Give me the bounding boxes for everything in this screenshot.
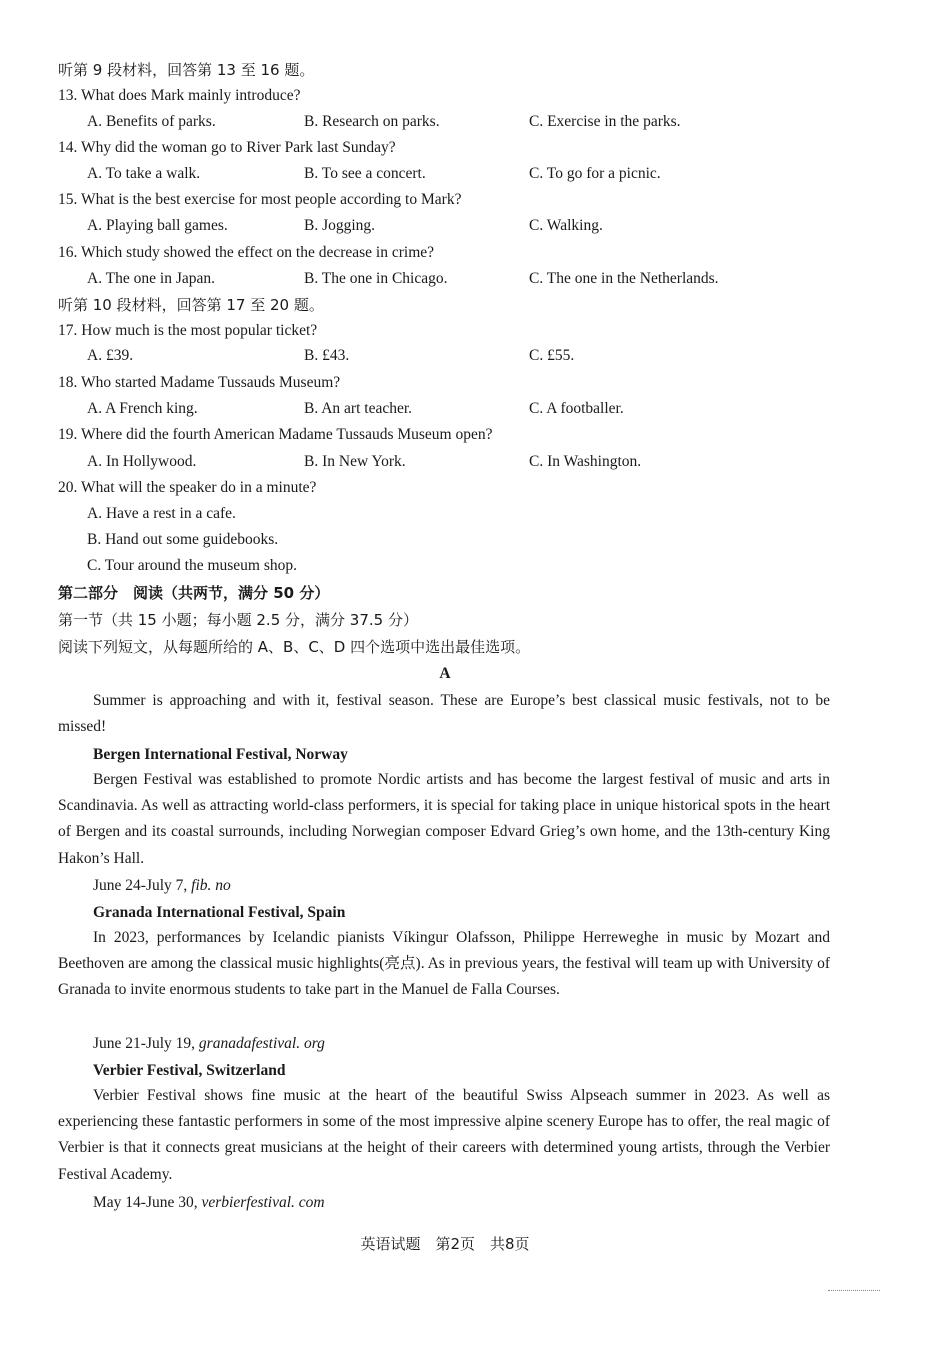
section9-intro: 听第 9 段材料，回答第 13 至 16 题。 (58, 61, 315, 79)
q19-option-b: B. In New York. (304, 453, 406, 470)
q19-option-a: A. In Hollywood. (87, 453, 197, 470)
festival-2-title: Granada International Festival, Spain (93, 904, 346, 921)
festival-3-date-range: May 14-June 30, (93, 1194, 202, 1211)
q17-option-b: B. £43. (304, 347, 350, 364)
festival-1-date-range: June 24-July 7, (93, 877, 192, 894)
festival-2-website: granadafestival. org (198, 1035, 325, 1052)
q13-stem: 13. What does Mark mainly introduce? (58, 87, 301, 104)
festival-2-date-range: June 21-July 19, (93, 1035, 199, 1052)
q17-option-c: C. £55. (529, 347, 575, 364)
section10-intro: 听第 10 段材料，回答第 17 至 20 题。 (58, 296, 324, 314)
festival-1-website: fib. no (191, 877, 231, 894)
q13-option-c: C. Exercise in the parks. (529, 113, 681, 130)
festival-2-body: In 2023, performances by Icelandic pianists Víkingur Olafsson, Philippe Herreweghe in music by Mozart and Beethoven are among the classical music highlights(亮点). As in previous years, the festival will team up with University of Granada to invite enormous students to take part in the Manuel de Falla Courses. (58, 929, 830, 999)
q13-option-a: A. Benefits of parks. (87, 113, 216, 130)
q14-stem: 14. Why did the woman go to River Park last Sunday? (58, 139, 396, 156)
q19-stem: 19. Where did the fourth American Madame Tussauds Museum open? (58, 426, 493, 443)
q17-stem: 17. How much is the most popular ticket? (58, 322, 318, 339)
q18-option-a: A. A French king. (87, 400, 198, 417)
q14-option-b: B. To see a concert. (304, 165, 426, 182)
q16-stem: 16. Which study showed the effect on the decrease in crime? (58, 244, 435, 261)
q20-option-b: B. Hand out some guidebooks. (87, 531, 279, 548)
q16-option-a: A. The one in Japan. (87, 270, 215, 287)
passage-label: A (439, 665, 451, 682)
q15-option-b: B. Jogging. (304, 217, 376, 234)
q16-option-b: B. The one in Chicago. (304, 270, 448, 287)
corner-mark (828, 1290, 880, 1297)
q18-stem: 18. Who started Madame Tussauds Museum? (58, 374, 341, 391)
q15-stem: 15. What is the best exercise for most people according to Mark? (58, 191, 462, 208)
q20-stem: 20. What will the speaker do in a minute? (58, 479, 317, 496)
part2-title: 第二部分 阅读（共两节，满分 50 分） (58, 584, 330, 602)
q20-option-c: C. Tour around the museum shop. (87, 557, 298, 574)
q19-option-c: C. In Washington. (529, 453, 642, 470)
passage-intro: Summer is approaching and with it, festival season. These are Europe’s best classical music festivals, not to be missed! (58, 692, 830, 736)
q15-option-c: C. Walking. (529, 217, 603, 234)
festival-3-dates (93, 1193, 325, 1213)
q17-option-a: A. £39. (87, 347, 134, 364)
festival-1-dates (93, 876, 231, 896)
q13-option-b: B. Research on parks. (304, 113, 440, 130)
festival-2-dates (93, 1034, 325, 1054)
q20-option-a: A. Have a rest in a cafe. (87, 505, 236, 522)
reading-instruction: 阅读下列短文，从每题所给的 A、B、C、D 四个选项中选出最佳选项。 (58, 638, 531, 656)
page-footer: 英语试题 第2页 共8页 (360, 1235, 530, 1253)
q16-option-c: C. The one in the Netherlands. (529, 270, 719, 287)
section1-title: 第一节（共 15 小题；每小题 2.5 分，满分 37.5 分） (58, 611, 418, 629)
q15-option-a: A. Playing ball games. (87, 217, 228, 234)
q14-option-c: C. To go for a picnic. (529, 165, 661, 182)
festival-3-body: Verbier Festival shows fine music at the heart of the beautiful Swiss Alpseach summer in 2023. As well as experiencing these fantastic performers in some of the most impressive alpine scenery Europe has to offer, the real magic of Verbier is that it connects great musicians at the height of their careers with determined young artists, through the Verbier Festival Academy. (58, 1087, 830, 1183)
festival-3-title: Verbier Festival, Switzerland (93, 1062, 286, 1079)
festival-1-title: Bergen International Festival, Norway (93, 746, 348, 763)
q18-option-b: B. An art teacher. (304, 400, 413, 417)
festival-3-website: verbierfestival. com (201, 1194, 325, 1211)
q14-option-a: A. To take a walk. (87, 165, 201, 182)
q18-option-c: C. A footballer. (529, 400, 624, 417)
festival-1-body: Bergen Festival was established to promote Nordic artists and has become the largest festival of music and arts in Scandinavia. As well as attracting world-class performers, it is special for taking place in unique historical spots in the heart of Bergen and its coastal surrounds, including Norwegian composer Edvard Grieg’s own home, and the 13th-century King Hakon’s Hall. (58, 771, 830, 867)
